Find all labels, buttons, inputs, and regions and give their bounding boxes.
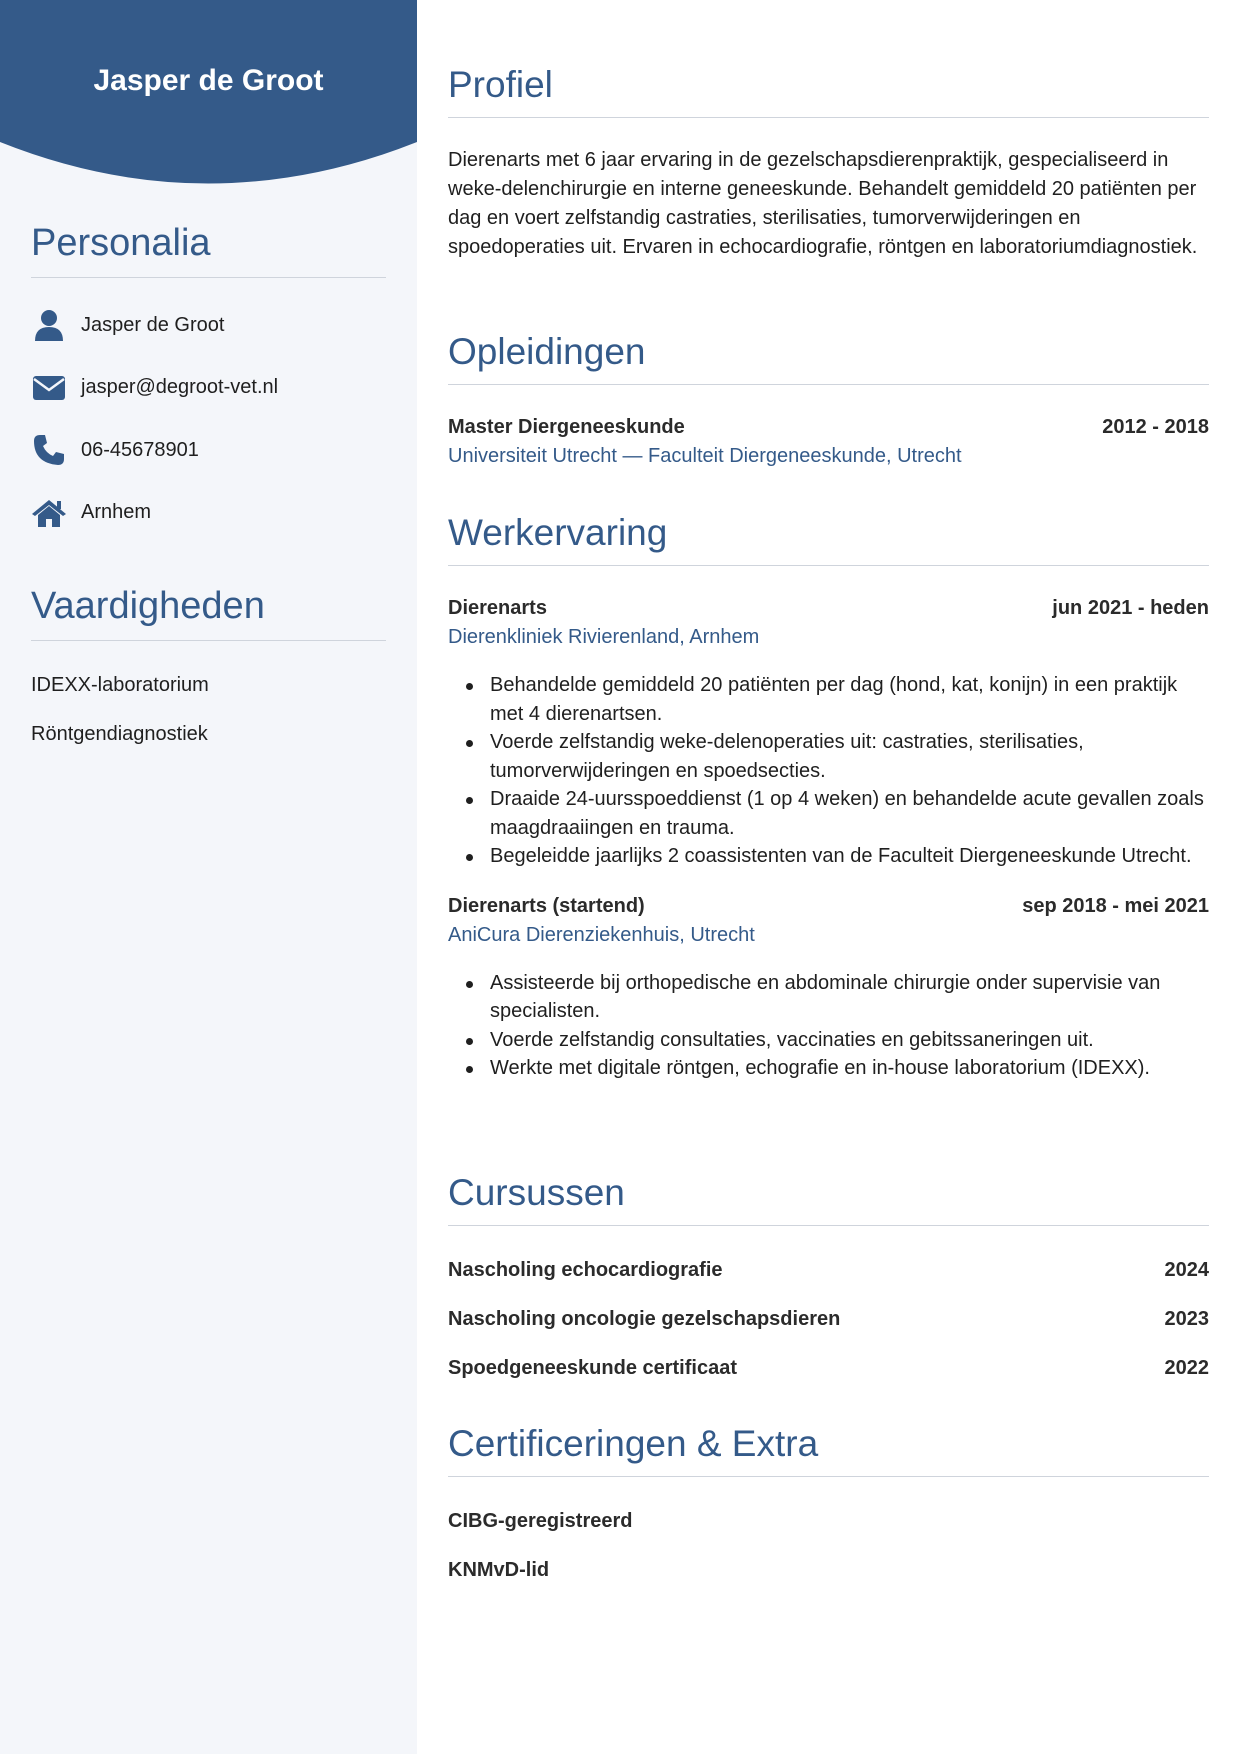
person-icon [31,307,67,343]
contact-location [31,482,386,545]
phone-icon [31,432,67,468]
job-bullets [466,969,1209,1083]
extras-title: Certificeringen & Extra [448,1423,1209,1477]
list-item: Werkte met digitale röntgen, echografie en in-house laboratorium (IDEXX). [466,1054,1209,1083]
course-row [448,1344,1209,1393]
education-section [448,331,1209,468]
job-entry [448,895,1209,1083]
courses-title: Cursussen [448,1172,1209,1226]
course-name: Nascholing oncologie gezelschapsdieren [448,1308,841,1330]
sidebar-header [0,0,417,188]
course-name: Spoedgeneeskunde certificaat [448,1357,737,1379]
skills-section [31,585,386,759]
contact-name-text: Jasper de Groot [81,313,225,336]
extra-item: CIBG-geregistreerd [448,1510,633,1532]
contact-phone[interactable] [31,419,386,482]
course-name: Nascholing echocardiografie [448,1259,723,1281]
experience-title: Werkervaring [448,512,1209,566]
contact-name [31,294,386,357]
course-row [448,1246,1209,1295]
contact-email-text[interactable]: jasper@degroot-vet.nl [81,376,279,399]
list-item: Assisteerde bij orthopedische en abdominale chirurgie onder supervisie van specialisten. [466,969,1209,1026]
job-period: sep 2018 - mei 2021 [1022,894,1209,917]
extras-list [448,1497,1209,1595]
education-degree: Master Diergeneeskunde [448,416,685,438]
list-item: Voerde zelfstandig weke-delenoperaties uit: castraties, sterilisaties, tumorverwijderingen en spoedsecties. [466,728,1209,785]
job-role: Dierenarts [448,597,547,619]
experience-section [448,512,1209,1083]
course-year: 2024 [1164,1259,1209,1281]
courses-list [448,1246,1209,1393]
home-icon [31,495,67,531]
job-employer: Dierenkliniek Rivierenland, Arnhem [448,626,760,648]
course-year: 2022 [1164,1357,1209,1379]
education-period: 2012 - 2018 [1102,416,1209,438]
course-year: 2023 [1164,1308,1209,1330]
job-bullets [466,671,1209,871]
skill-item: IDEXX-laboratorium [31,674,209,696]
job-employer: AniCura Dierenziekenhuis, Utrecht [448,923,755,946]
sidebar [0,0,417,1754]
profile-section [448,64,1209,262]
profile-text: Dierenarts met 6 jaar ervaring in de gezelschapsdierenpraktijk, gespecialiseerd in weke-delenchirurgie en interne geneeskunde. Behandelt gemiddeld 20 patiënten per dag en voert zelfstandig castraties, sterilisaties, tumorverwijderingen en spoedoperaties uit. Ervaren in echocardiografie, röntgen en laboratoriumdiagnostiek. [448,149,1198,258]
skills-list [31,661,386,759]
list-item: Voerde zelfstandig consultaties, vaccinaties en gebitssaneringen uit. [466,1026,1209,1055]
education-title: Opleidingen [448,331,1209,385]
list-item: Behandelde gemiddeld 20 patiënten per dag (hond, kat, konijn) in een praktijk met 4 dierenartsen. [466,671,1209,728]
education-entry [448,416,1209,468]
contact-location-text: Arnhem [81,501,152,524]
envelope-icon [31,370,67,406]
personalia-title: Personalia [31,222,386,278]
education-institution: Universiteit Utrecht — Faculteit Diergeneeskunde, Utrecht [448,445,962,467]
courses-section [448,1172,1209,1393]
contact-list [31,294,386,544]
contact-phone-text[interactable]: 06-45678901 [81,438,199,461]
course-row [448,1295,1209,1344]
personalia-section [31,222,386,544]
list-item: Begeleidde jaarlijks 2 coassistenten van de Faculteit Diergeneeskunde Utrecht. [466,842,1209,871]
profile-title: Profiel [448,64,1209,118]
list-item: Draaide 24-uursspoeddienst (1 op 4 weken) en behandelde acute gevallen zoals maagdraaiingen en trauma. [466,785,1209,842]
job-period: jun 2021 - heden [1052,597,1209,619]
skills-title: Vaardigheden [31,585,386,641]
job-role: Dierenarts (startend) [448,894,645,917]
job-entry [448,597,1209,871]
extra-item: KNMvD-lid [448,1559,550,1581]
skill-item: Röntgendiagnostiek [31,723,208,745]
contact-email[interactable] [31,357,386,420]
header-name: Jasper de Groot [93,64,324,97]
extras-section [448,1423,1209,1595]
